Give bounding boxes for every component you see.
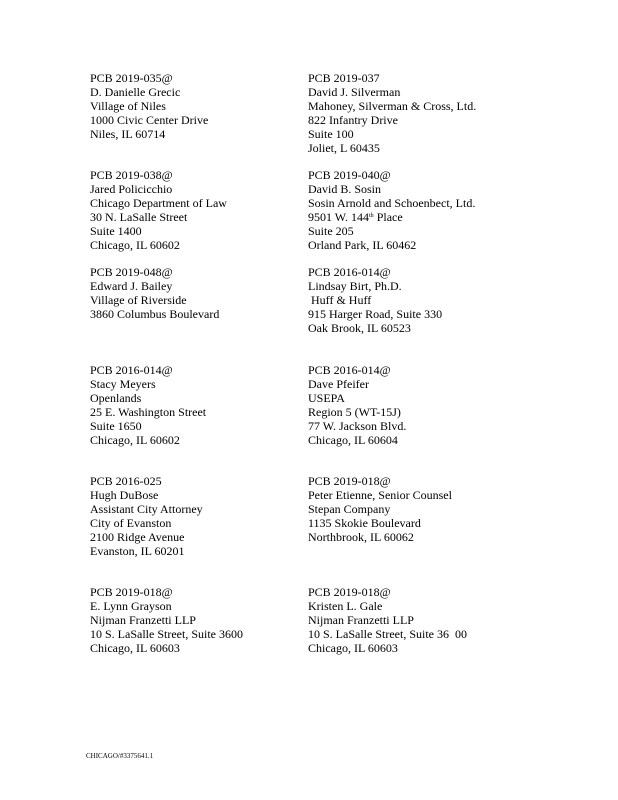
case-number: PCB 2016-014@ xyxy=(90,363,173,377)
suite: Suite 205 xyxy=(308,224,354,238)
contact-name: Lindsay Birt, Ph.D. xyxy=(308,279,402,293)
organization: City of Evanston xyxy=(90,516,172,530)
contact-name: David J. Silverman xyxy=(308,85,401,99)
city-state-zip: Chicago, IL 60604 xyxy=(308,433,398,447)
case-number: PCB 2019-040@ xyxy=(308,168,391,182)
suite: Suite 1650 xyxy=(90,419,142,433)
city-state-zip: Oak Brook, IL 60523 xyxy=(308,321,411,335)
street-address: 77 W. Jackson Blvd. xyxy=(308,419,407,433)
city-state-zip: Chicago, IL 60603 xyxy=(308,641,398,655)
organization: Nijman Franzetti LLP xyxy=(90,613,196,627)
case-number: PCB 2016-014@ xyxy=(308,265,391,279)
street-address: 10 S. LaSalle Street, Suite 3600 xyxy=(90,627,243,641)
street-address: 1135 Skokie Boulevard xyxy=(308,516,421,530)
organization: Chicago Department of Law xyxy=(90,196,227,210)
organization: Stepan Company xyxy=(308,502,391,516)
service-entry-dubose xyxy=(90,474,203,558)
organization: Nijman Franzetti LLP xyxy=(308,613,414,627)
street-address-tail: Place xyxy=(373,210,403,224)
contact-name: Dave Pfeifer xyxy=(308,377,369,391)
service-entry-meyers xyxy=(90,363,206,447)
service-entry-grecic xyxy=(90,71,208,141)
document-id-footer: CHICAGO/#3375641.1 xyxy=(86,752,154,760)
street-address: 3860 Columbus Boulevard xyxy=(90,307,220,321)
street-address: 2100 Ridge Avenue xyxy=(90,530,185,544)
contact-name: Hugh DuBose xyxy=(90,488,159,502)
street-address: 25 E. Washington Street xyxy=(90,405,207,419)
street-address: 30 N. LaSalle Street xyxy=(90,210,188,224)
street-address: 1000 Civic Center Drive xyxy=(90,113,209,127)
organization: Openlands xyxy=(90,391,142,405)
organization: Village of Riverside xyxy=(90,293,187,307)
service-entry-pfeifer xyxy=(308,363,406,447)
case-number: PCB 2016-025 xyxy=(90,474,162,488)
service-entry-silverman xyxy=(308,71,476,155)
organization: Sosin Arnold and Schoenbect, Ltd. xyxy=(308,196,476,210)
service-entry-policicchio xyxy=(90,168,227,252)
organization: Mahoney, Silverman & Cross, Ltd. xyxy=(308,99,477,113)
street-address xyxy=(308,210,475,224)
contact-name: Edward J. Bailey xyxy=(90,279,173,293)
street-address: 915 Harger Road, Suite 330 xyxy=(308,307,443,321)
contact-name: E. Lynn Grayson xyxy=(90,599,172,613)
city-state-zip: Chicago, IL 60603 xyxy=(90,641,180,655)
ordinal-suffix: th xyxy=(369,213,374,219)
street-address-number: 9501 W. 144 xyxy=(308,210,370,224)
street-address: 822 Infantry Drive xyxy=(308,113,398,127)
contact-name: David B. Sosin xyxy=(308,182,382,196)
organization: USEPA xyxy=(308,391,345,405)
service-entry-sosin xyxy=(308,168,475,252)
contact-name: Peter Etienne, Senior Counsel xyxy=(308,488,452,502)
city-state-zip: Chicago, IL 60602 xyxy=(90,238,180,252)
city-state-zip: Joliet, L 60435 xyxy=(308,141,380,155)
title: Assistant City Attorney xyxy=(90,502,203,516)
city-state-zip: Niles, IL 60714 xyxy=(90,127,166,141)
case-number: PCB 2019-018@ xyxy=(90,585,173,599)
organization: Village of Niles xyxy=(90,99,166,113)
case-number: PCB 2019-035@ xyxy=(90,71,173,85)
service-entry-birt xyxy=(308,265,442,335)
city-state-zip: Northbrook, IL 60062 xyxy=(308,530,414,544)
service-entry-gale xyxy=(308,585,467,655)
case-number: PCB 2019-048@ xyxy=(90,265,173,279)
case-number: PCB 2019-018@ xyxy=(308,474,391,488)
suite: Suite 100 xyxy=(308,127,354,141)
case-number: PCB 2019-038@ xyxy=(90,168,173,182)
service-entry-grayson xyxy=(90,585,243,655)
contact-name: D. Danielle Grecic xyxy=(90,85,181,99)
region: Region 5 (WT-15J) xyxy=(308,405,401,419)
contact-name: Jared Policicchio xyxy=(90,182,173,196)
service-entry-bailey xyxy=(90,265,219,321)
organization: Huff & Huff xyxy=(308,293,372,307)
case-number: PCB 2019-037 xyxy=(308,71,380,85)
case-number: PCB 2016-014@ xyxy=(308,363,391,377)
contact-name: Stacy Meyers xyxy=(90,377,156,391)
city-state-zip: Orland Park, IL 60462 xyxy=(308,238,417,252)
suite: Suite 1400 xyxy=(90,224,142,238)
case-number: PCB 2019-018@ xyxy=(308,585,391,599)
city-state-zip: Chicago, IL 60602 xyxy=(90,433,180,447)
city-state-zip: Evanston, IL 60201 xyxy=(90,544,185,558)
contact-name: Kristen L. Gale xyxy=(308,599,383,613)
street-address: 10 S. LaSalle Street, Suite 36 00 xyxy=(308,627,467,641)
service-entry-etienne xyxy=(308,474,452,544)
